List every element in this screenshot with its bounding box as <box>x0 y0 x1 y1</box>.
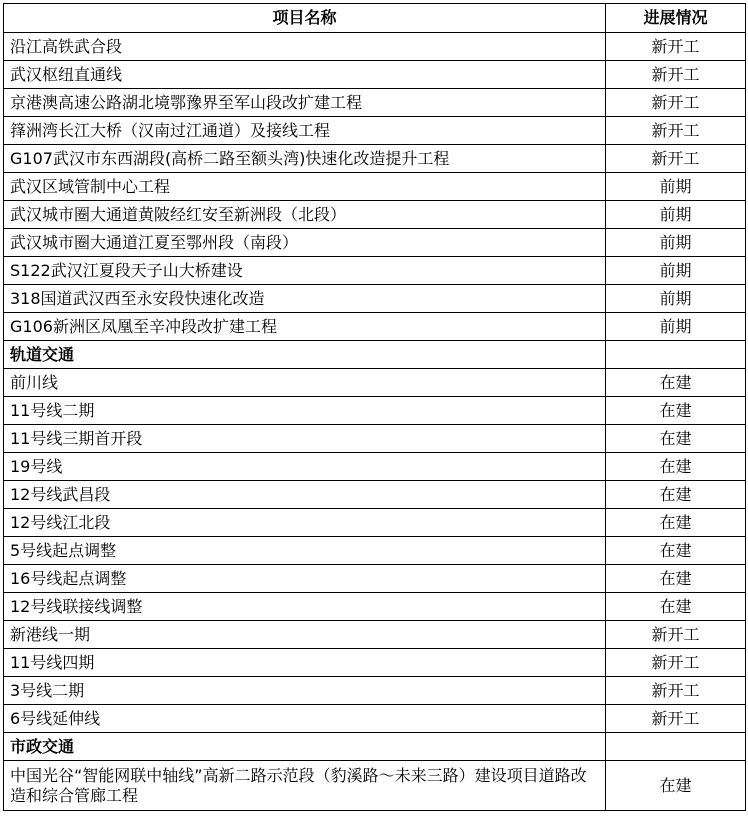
project-name-cell: 6号线延伸线 <box>4 705 606 733</box>
project-name-cell: 武汉枢纽直通线 <box>4 61 606 89</box>
column-header-progress-status: 进展情况 <box>606 4 746 33</box>
project-name-cell: 沿江高铁武合段 <box>4 33 606 61</box>
table-row <box>4 285 746 313</box>
project-name-cell: 京港澳高速公路湖北境鄂豫界至军山段改扩建工程 <box>4 89 606 117</box>
project-name-cell: 新港线一期 <box>4 621 606 649</box>
table-row <box>4 313 746 341</box>
progress-status-cell: 前期 <box>606 229 746 257</box>
table-row <box>4 201 746 229</box>
table-row <box>4 649 746 677</box>
section-header-row <box>4 733 746 761</box>
table-row <box>4 257 746 285</box>
progress-status-cell: 新开工 <box>606 677 746 705</box>
progress-status-cell: 前期 <box>606 257 746 285</box>
project-name-cell: 11号线二期 <box>4 397 606 425</box>
progress-status-cell: 新开工 <box>606 705 746 733</box>
project-name-cell: 12号线江北段 <box>4 509 606 537</box>
table-row <box>4 705 746 733</box>
table-row <box>4 481 746 509</box>
table-row <box>4 89 746 117</box>
table-row <box>4 677 746 705</box>
table-row <box>4 397 746 425</box>
table-row <box>4 33 746 61</box>
table-row <box>4 453 746 481</box>
table-row <box>4 145 746 173</box>
project-name-cell: 11号线四期 <box>4 649 606 677</box>
project-name-cell: 5号线起点调整 <box>4 537 606 565</box>
project-progress-table <box>3 3 746 811</box>
project-name-cell: G106新洲区凤凰至辛冲段改扩建工程 <box>4 313 606 341</box>
project-name-cell: 12号线联接线调整 <box>4 593 606 621</box>
progress-status-cell: 新开工 <box>606 649 746 677</box>
progress-status-cell: 在建 <box>606 593 746 621</box>
project-name-cell: 武汉城市圈大通道黄陂经红安至新洲段（北段） <box>4 201 606 229</box>
progress-status-cell: 前期 <box>606 173 746 201</box>
progress-status-cell: 在建 <box>606 509 746 537</box>
project-name-cell: 318国道武汉西至永安段快速化改造 <box>4 285 606 313</box>
table-header-row <box>4 4 746 33</box>
table-row <box>4 537 746 565</box>
section-status-cell <box>606 733 746 761</box>
section-title: 市政交通 <box>4 733 606 761</box>
table-row <box>4 173 746 201</box>
progress-status-cell: 在建 <box>606 761 746 811</box>
project-name-cell: G107武汉市东西湖段(高桥二路至额头湾)快速化改造提升工程 <box>4 145 606 173</box>
section-header-row <box>4 341 746 369</box>
column-header-project-name: 项目名称 <box>4 4 606 33</box>
progress-status-cell: 前期 <box>606 313 746 341</box>
table-row <box>4 621 746 649</box>
progress-status-cell: 新开工 <box>606 621 746 649</box>
progress-status-cell: 新开工 <box>606 117 746 145</box>
progress-status-cell: 前期 <box>606 285 746 313</box>
table-row <box>4 61 746 89</box>
progress-status-cell: 前期 <box>606 201 746 229</box>
progress-status-cell: 在建 <box>606 425 746 453</box>
project-name-cell: S122武汉江夏段天子山大桥建设 <box>4 257 606 285</box>
table-row <box>4 369 746 397</box>
project-name-cell: 19号线 <box>4 453 606 481</box>
progress-status-cell: 在建 <box>606 453 746 481</box>
project-name-cell: 前川线 <box>4 369 606 397</box>
table-row <box>4 565 746 593</box>
progress-status-cell: 在建 <box>606 397 746 425</box>
table-row <box>4 509 746 537</box>
table-row <box>4 117 746 145</box>
progress-status-cell: 新开工 <box>606 61 746 89</box>
progress-status-cell: 新开工 <box>606 145 746 173</box>
table-row <box>4 229 746 257</box>
progress-status-cell: 在建 <box>606 369 746 397</box>
progress-status-cell: 在建 <box>606 537 746 565</box>
table-row <box>4 761 746 811</box>
project-name-cell: 12号线武昌段 <box>4 481 606 509</box>
progress-status-cell: 新开工 <box>606 33 746 61</box>
project-name-cell: 武汉区域管制中心工程 <box>4 173 606 201</box>
table-body <box>4 33 746 811</box>
project-name-cell: 3号线二期 <box>4 677 606 705</box>
section-status-cell <box>606 341 746 369</box>
progress-status-cell: 新开工 <box>606 89 746 117</box>
progress-status-cell: 在建 <box>606 481 746 509</box>
project-name-cell: 中国光谷“智能网联中轴线”高新二路示范段（豹溪路～未来三路）建设项目道路改造和综合管廊工程 <box>4 761 606 811</box>
project-name-cell: 16号线起点调整 <box>4 565 606 593</box>
project-name-cell: 箨洲湾长江大桥（汉南过江通道）及接线工程 <box>4 117 606 145</box>
section-title: 轨道交通 <box>4 341 606 369</box>
progress-status-cell: 在建 <box>606 565 746 593</box>
project-name-cell: 11号线三期首开段 <box>4 425 606 453</box>
table-row <box>4 593 746 621</box>
project-name-cell: 武汉城市圈大通道江夏至鄂州段（南段） <box>4 229 606 257</box>
table-row <box>4 425 746 453</box>
